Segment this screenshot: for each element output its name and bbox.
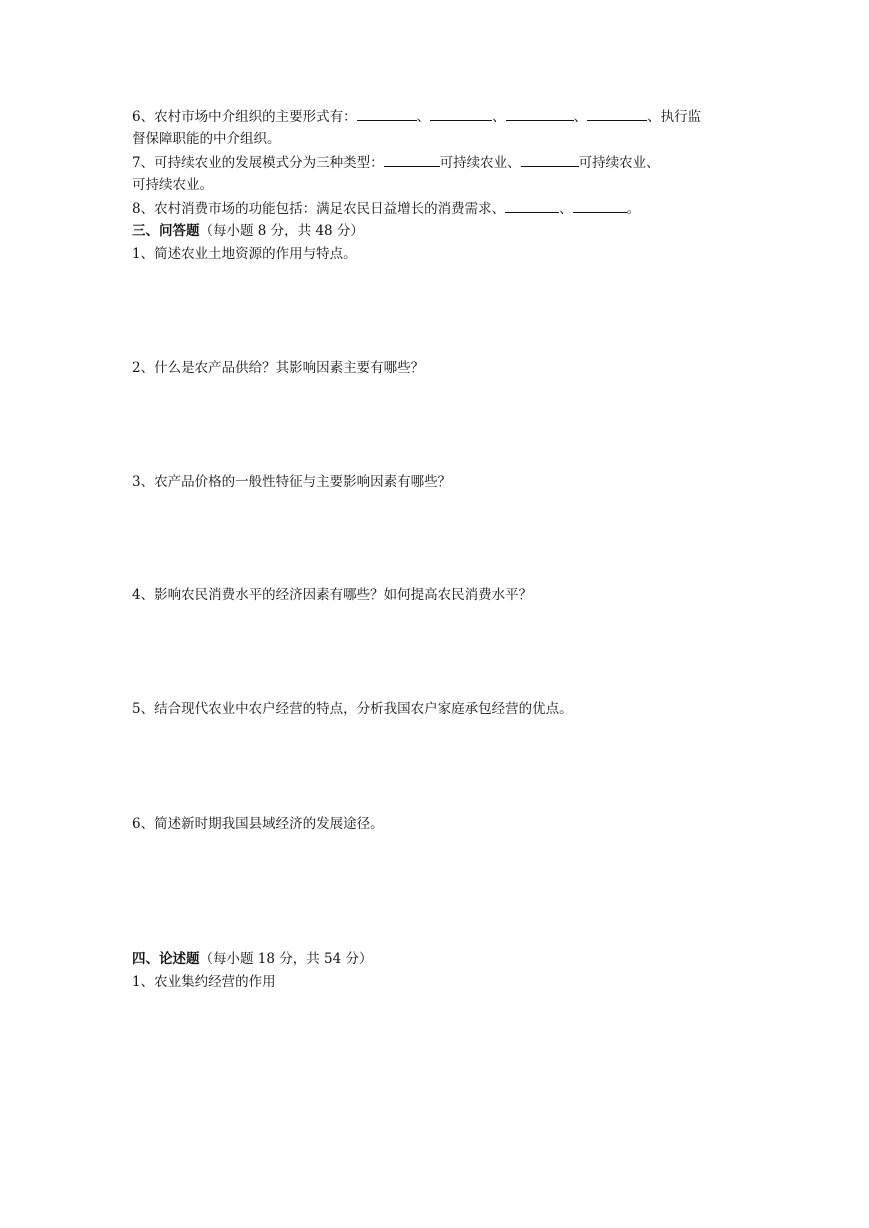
answer-blank[interactable] xyxy=(357,107,417,121)
separator: 、 xyxy=(559,201,573,217)
section-4-scoring-note: （每小题 18 分，共 54 分） xyxy=(199,951,373,967)
section-3-heading xyxy=(132,222,364,240)
question-7-text: 7、可持续农业的发展模式分为三种类型： xyxy=(132,155,384,171)
essay-question: 4、影响农民消费水平的经济因素有哪些？如何提高农民消费水平？ xyxy=(132,587,533,603)
question-8-text: 8、农村消费市场的功能包括：满足农民日益增长的消费需求、 xyxy=(132,201,506,217)
question-8-suffix: 。 xyxy=(626,201,641,217)
fill-question-6 xyxy=(132,107,701,126)
essay-question: 3、农产品价格的一般性特征与主要影响因素有哪些？ xyxy=(132,474,452,490)
answer-blank[interactable] xyxy=(505,199,559,213)
answer-blank[interactable] xyxy=(384,153,440,167)
discussion-question: 1、农业集约经营的作用 xyxy=(132,974,276,990)
answer-blank[interactable] xyxy=(521,153,579,167)
fill-question-6-continued: 督保障职能的中介组织。 xyxy=(132,131,281,147)
section-3-scoring-note: （每小题 8 分，共 48 分） xyxy=(199,223,364,239)
section-3-title: 三、问答题 xyxy=(132,223,200,239)
fill-question-8 xyxy=(132,199,640,218)
question-6-suffix: 、执行监 xyxy=(647,109,702,125)
fill-question-7 xyxy=(132,153,660,172)
essay-question: 2、什么是农产品供给？其影响因素主要有哪些？ xyxy=(132,360,425,376)
separator: 、 xyxy=(573,109,588,125)
question-7-mid-1: 可持续农业、 xyxy=(439,155,521,171)
essay-question: 5、结合现代农业中农户经营的特点，分析我国农户家庭承包经营的优点。 xyxy=(132,701,573,717)
answer-blank[interactable] xyxy=(587,107,647,121)
section-4-heading xyxy=(132,950,373,968)
essay-question: 1、简述农业土地资源的作用与特点。 xyxy=(132,246,357,262)
separator: 、 xyxy=(492,109,506,125)
essay-question: 6、简述新时期我国县域经济的发展途径。 xyxy=(132,816,384,832)
question-6-text: 6、农村市场中介组织的主要形式有： xyxy=(132,109,357,125)
separator: 、 xyxy=(416,109,431,125)
answer-blank[interactable] xyxy=(506,107,574,121)
fill-question-7-continued: 可持续农业。 xyxy=(132,177,213,193)
answer-blank[interactable] xyxy=(573,199,627,213)
section-4-title: 四、论述题 xyxy=(132,951,200,967)
answer-blank[interactable] xyxy=(430,107,492,121)
question-7-mid-2: 可持续农业、 xyxy=(578,155,660,171)
